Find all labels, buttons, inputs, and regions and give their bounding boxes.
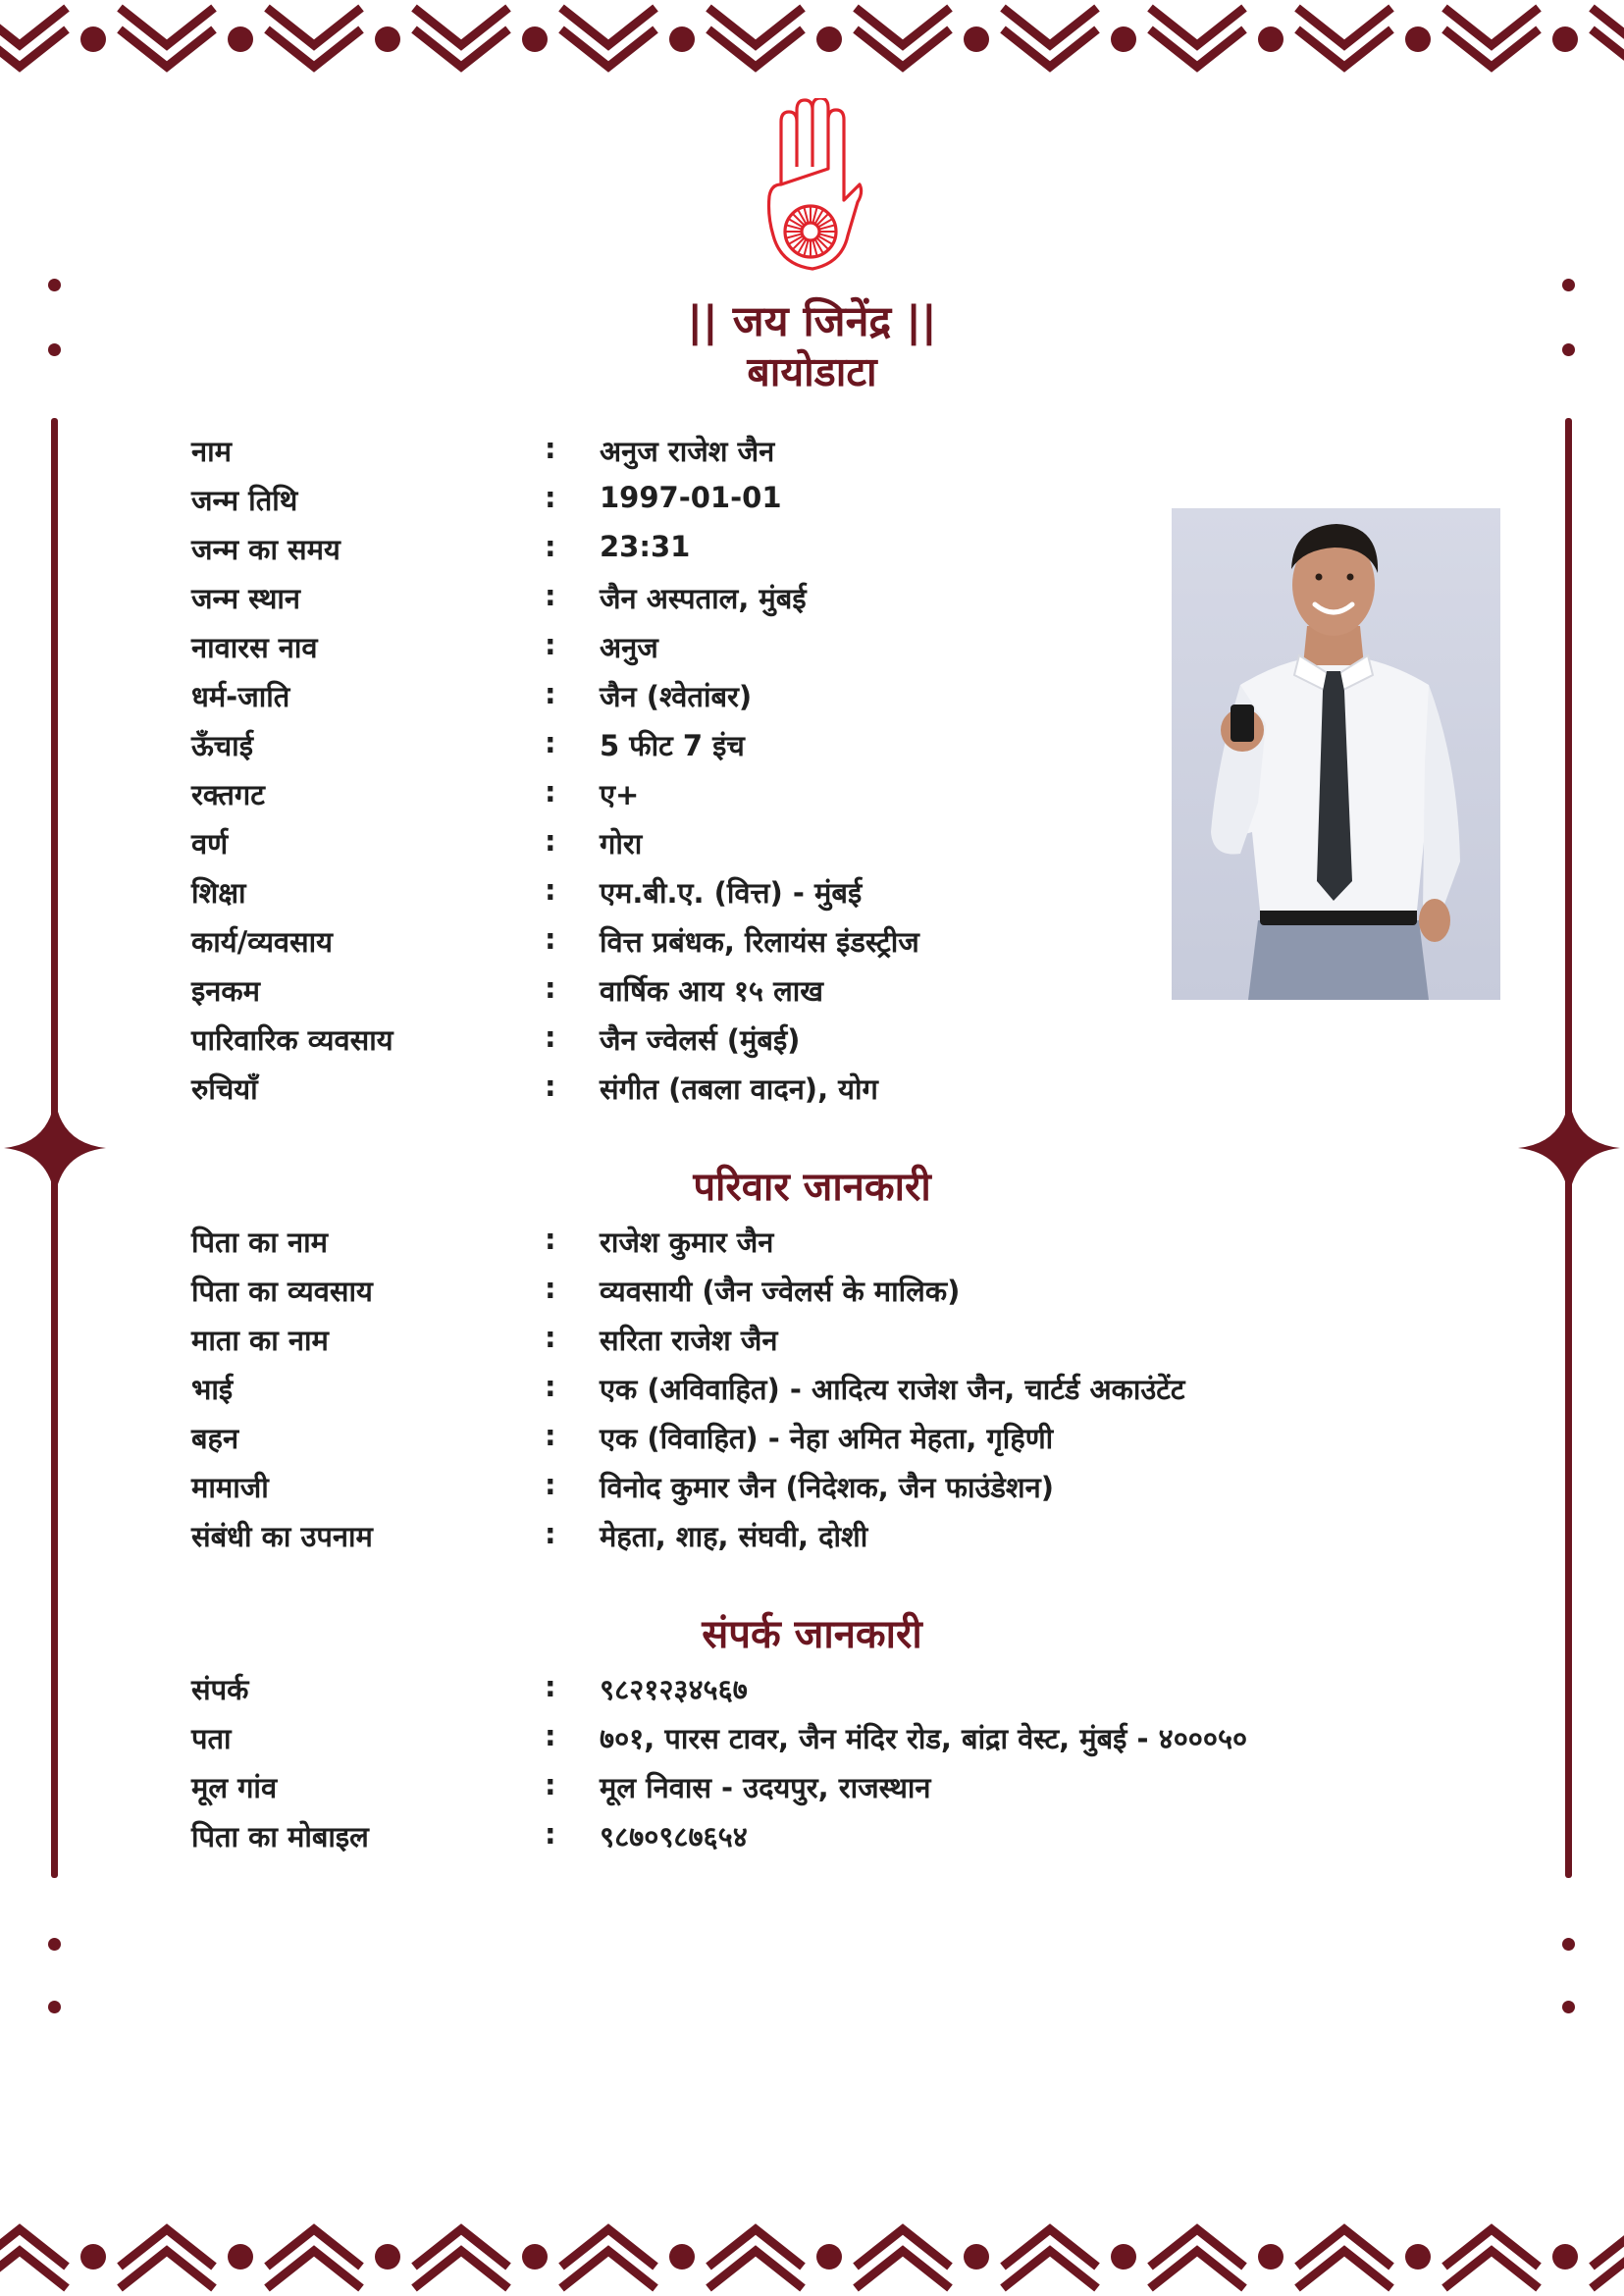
row-value: ७०१, पारस टावर, जैन मंदिर रोड, बांद्रा वेस्ट, मुंबई - ४०००५० [600, 1722, 1248, 1755]
row-separator: : [545, 1272, 556, 1305]
detail-row [191, 1460, 1369, 1509]
row-separator: : [545, 481, 556, 514]
row-value: सरिता राजेश जैन [600, 1324, 778, 1357]
row-separator: : [545, 775, 556, 809]
border-dot [522, 26, 548, 52]
border-dot [964, 26, 989, 52]
detail-row [191, 1711, 1369, 1760]
row-label: नाम [191, 435, 232, 468]
side-dot [48, 1938, 61, 1951]
row-separator: : [545, 677, 556, 710]
row-label: पता [191, 1722, 232, 1755]
border-dot [1258, 2244, 1283, 2270]
row-value: ९८७०९८७६५४ [600, 1820, 748, 1853]
row-label: जन्म तिथि [191, 484, 298, 517]
row-label: बहन [191, 1422, 239, 1455]
detail-row [191, 1313, 1369, 1362]
row-value: ए+ [600, 778, 640, 811]
ahimsa-hand-icon [760, 98, 864, 273]
profile-photo [1172, 508, 1500, 1000]
person-illustration [1172, 508, 1500, 1000]
detail-row [191, 1264, 1369, 1313]
row-value: एम.बी.ए. (वित्त) - मुंबई [600, 876, 863, 910]
row-value: 5 फीट 7 इंच [600, 729, 745, 762]
border-dot [1111, 26, 1136, 52]
row-label: नावारस नाव [191, 631, 318, 664]
border-dot [522, 2244, 548, 2270]
row-separator: : [545, 530, 556, 563]
row-label: शिक्षा [191, 876, 246, 910]
border-dot [375, 2244, 400, 2270]
row-value: जैन (श्वेतांबर) [600, 680, 753, 713]
bottom-border-pattern [0, 2218, 1624, 2296]
row-separator: : [545, 1817, 556, 1851]
row-separator: : [545, 1020, 556, 1054]
row-separator: : [545, 873, 556, 907]
row-label: इनकम [191, 974, 260, 1008]
row-value: अनुज [600, 631, 658, 664]
row-separator: : [545, 1517, 556, 1550]
detail-row [191, 1809, 1369, 1858]
border-dot [1111, 2244, 1136, 2270]
row-value: गोरा [600, 827, 643, 861]
family-details [191, 1215, 1369, 1558]
row-label: कार्य/व्यवसाय [191, 925, 333, 959]
row-value: व्यवसायी (जैन ज्वेलर्स के मालिक) [600, 1275, 961, 1308]
border-dot [228, 26, 253, 52]
row-separator: : [545, 1321, 556, 1354]
row-label: वर्ण [191, 827, 229, 861]
border-dot [1258, 26, 1283, 52]
row-label: धर्म-जाति [191, 680, 290, 713]
row-label: जन्म का समय [191, 533, 341, 566]
row-label: पारिवारिक व्यवसाय [191, 1023, 393, 1057]
detail-row [191, 1013, 1369, 1062]
row-label: पिता का नाम [191, 1226, 328, 1259]
detail-row [191, 1362, 1369, 1411]
side-dot [1562, 1938, 1575, 1951]
detail-row [191, 1509, 1369, 1558]
detail-row [191, 1215, 1369, 1264]
row-separator: : [545, 1419, 556, 1452]
row-separator: : [545, 824, 556, 858]
page-title: बायोडाटा [747, 348, 877, 395]
row-separator: : [545, 1468, 556, 1501]
border-dot [80, 2244, 106, 2270]
border-dot [964, 2244, 989, 2270]
row-separator: : [545, 628, 556, 661]
side-dot [48, 2001, 61, 2013]
border-dot [80, 26, 106, 52]
detail-row [191, 1760, 1369, 1809]
row-value: 23:31 [600, 530, 691, 563]
row-label: पिता का व्यवसाय [191, 1275, 373, 1308]
row-label: जन्म स्थान [191, 582, 301, 615]
border-dot [669, 26, 695, 52]
detail-row [191, 424, 1369, 473]
row-label: माता का नाम [191, 1324, 329, 1357]
row-separator: : [545, 579, 556, 612]
row-value: जैन अस्पताल, मुंबई [600, 582, 807, 615]
row-label: संपर्क [191, 1673, 249, 1706]
border-dot [816, 2244, 842, 2270]
row-value: विनोद कुमार जैन (निदेशक, जैन फाउंडेशन) [600, 1471, 1054, 1504]
row-label: मूल गांव [191, 1771, 278, 1804]
row-separator: : [545, 971, 556, 1005]
contact-details [191, 1662, 1369, 1858]
row-value: संगीत (तबला वादन), योग [600, 1072, 878, 1106]
row-value: राजेश कुमार जैन [600, 1226, 774, 1259]
detail-row [191, 1062, 1369, 1111]
row-separator: : [545, 432, 556, 465]
row-value: अनुज राजेश जैन [600, 435, 775, 468]
row-separator: : [545, 1223, 556, 1256]
border-dot [228, 2244, 253, 2270]
row-separator: : [545, 1670, 556, 1703]
row-label: पिता का मोबाइल [191, 1820, 369, 1853]
row-label: भाई [191, 1373, 234, 1406]
side-dot [1562, 2001, 1575, 2013]
row-value: 1997-01-01 [600, 481, 782, 514]
border-dot [375, 26, 400, 52]
family-heading: परिवार जानकारी [693, 1165, 931, 1210]
contact-heading: संपर्क जानकारी [702, 1612, 922, 1657]
border-dot [1552, 2244, 1578, 2270]
row-separator: : [545, 726, 556, 759]
row-value: एक (विवाहित) - नेहा अमित मेहता, गृहिणी [600, 1422, 1054, 1455]
row-separator: : [545, 1768, 556, 1801]
row-value: वित्त प्रबंधक, रिलायंस इंडस्ट्रीज [600, 925, 919, 959]
row-value: एक (अविवाहित) - आदित्य राजेश जैन, चार्टर्ड अकाउंटेंट [600, 1373, 1185, 1406]
border-dot [1405, 2244, 1431, 2270]
top-border-pattern [0, 0, 1624, 78]
row-separator: : [545, 1070, 556, 1103]
row-separator: : [545, 922, 556, 956]
row-label: रक्तगट [191, 778, 265, 811]
detail-row [191, 1411, 1369, 1460]
border-dot [1405, 26, 1431, 52]
border-dot [669, 2244, 695, 2270]
row-separator: : [545, 1370, 556, 1403]
row-value: जैन ज्वेलर्स (मुंबई) [600, 1023, 801, 1057]
border-dot [816, 26, 842, 52]
invocation-heading: || जय जिनेंद्र || [687, 297, 937, 346]
row-value: मूल निवास - उदयपुर, राजस्थान [600, 1771, 931, 1804]
row-value: मेहता, शाह, संघवी, दोशी [600, 1520, 868, 1553]
row-label: मामाजी [191, 1471, 269, 1504]
row-label: संबंधी का उपनाम [191, 1520, 373, 1553]
detail-row [191, 1662, 1369, 1711]
row-label: रुचियाँ [191, 1072, 258, 1106]
row-value: ९८२१२३४५६७ [600, 1673, 748, 1706]
row-value: वार्षिक आय १५ लाख [600, 974, 823, 1008]
row-label: ऊँचाई [191, 729, 253, 762]
border-dot [1552, 26, 1578, 52]
row-separator: : [545, 1719, 556, 1752]
